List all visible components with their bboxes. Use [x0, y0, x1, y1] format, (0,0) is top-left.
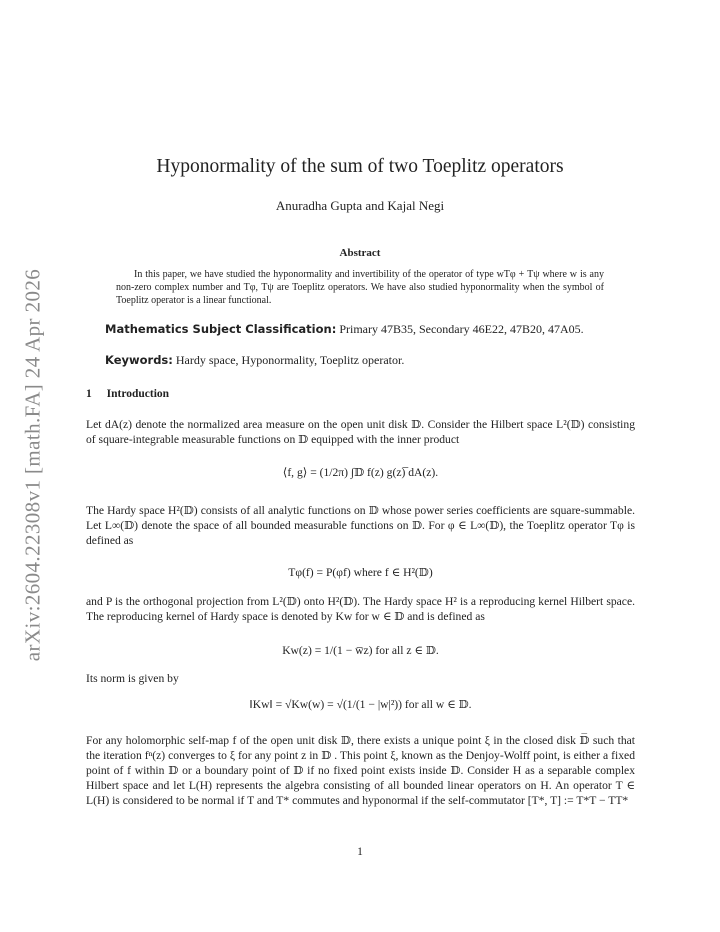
arxiv-id-text: arXiv:2604.22308v1 [math.FA] 24 Apr 2026 [20, 268, 45, 662]
paper-authors: Anuradha Gupta and Kajal Negi [275, 198, 445, 213]
abstract-heading: Abstract [339, 247, 381, 259]
section-number: 1 [86, 388, 92, 400]
intro-paragraph-5: For any holomorphic self-map f of the open unit disk 𝔻, there exists a unique point ξ in the closed disk 𝔻̅ such that the iteration fⁿ(z) converges to ξ for any point z in 𝔻 . This point ξ, known as the Denjoy-Wolff point, is either a fixed point of f within 𝔻 or a boundary point of 𝔻 if no fixed point exists inside 𝔻. Consider H as a separable complex Hilbert space and let L(H) represents the algebra consisting of all bounded linear operators on H. An operator T ∈ L(H) is considered to be normal if T and T* commutes and hyponormal if the self-commutator [T*, T] := T*T − TT* [86, 734, 635, 807]
intro-paragraph-4: Its norm is given by [86, 672, 179, 685]
equation-reproducing-kernel: Kw(z) = 1/(1 − w̅z) for all z ∈ 𝔻. [282, 644, 439, 657]
equation-toeplitz-definition: Tφ(f) = P(φf) where f ∈ H²(𝔻) [288, 566, 433, 579]
keywords-label: Keywords: [105, 353, 173, 367]
intro-paragraph-1: Let dA(z) denote the normalized area measure on the open unit disk 𝔻. Consider the Hilbert space L²(𝔻) consisting of square-integrable measurable functions on 𝔻 equipped with the inner product [86, 418, 635, 446]
intro-paragraph-2: The Hardy space H²(𝔻) consists of all analytic functions on 𝔻 whose power series coefficients are square-summable. Let L∞(𝔻) denote the space of all bounded measurable functions on 𝔻. For φ ∈ L∞(𝔻), the Toeplitz operator Tφ is defined as [86, 504, 635, 547]
msc-line [105, 322, 625, 337]
keywords-line [105, 353, 625, 368]
page-number: 1 [357, 846, 363, 858]
msc-value: Primary 47B35, Secondary 46E22, 47B20, 47A05. [339, 322, 584, 336]
equation-kernel-norm: ‖Kw‖ = √Kw(w) = √(1/(1 − |w|²)) for all w ∈ 𝔻. [249, 698, 472, 711]
equation-inner-product: ⟨f, g⟩ = (1/2π) ∫𝔻 f(z) g(z)̅ dA(z). [282, 466, 439, 479]
paper-title: Hyponormality of the sum of two Toeplitz operators [156, 156, 564, 177]
abstract-text: In this paper, we have studied the hyponormality and invertibility of the operator of type wTφ + Tψ where w is any non-zero complex number and Tφ, Tψ are Toeplitz operators. We have also studied hyponormality when the symbol of Toeplitz operator is a linear functional. [116, 269, 604, 306]
msc-label: Mathematics Subject Classification: [105, 322, 337, 336]
arxiv-sidebar-stamp [18, 245, 48, 685]
keywords-value: Hardy space, Hyponormality, Toeplitz operator. [175, 353, 405, 367]
section-heading [86, 388, 169, 400]
intro-paragraph-3: and P is the orthogonal projection from L²(𝔻) onto H²(𝔻). The Hardy space H² is a reproducing kernel Hilbert space. The reproducing kernel of Hardy space is denoted by Kw for w ∈ 𝔻 and is defined as [86, 595, 635, 623]
section-title: Introduction [106, 388, 170, 400]
